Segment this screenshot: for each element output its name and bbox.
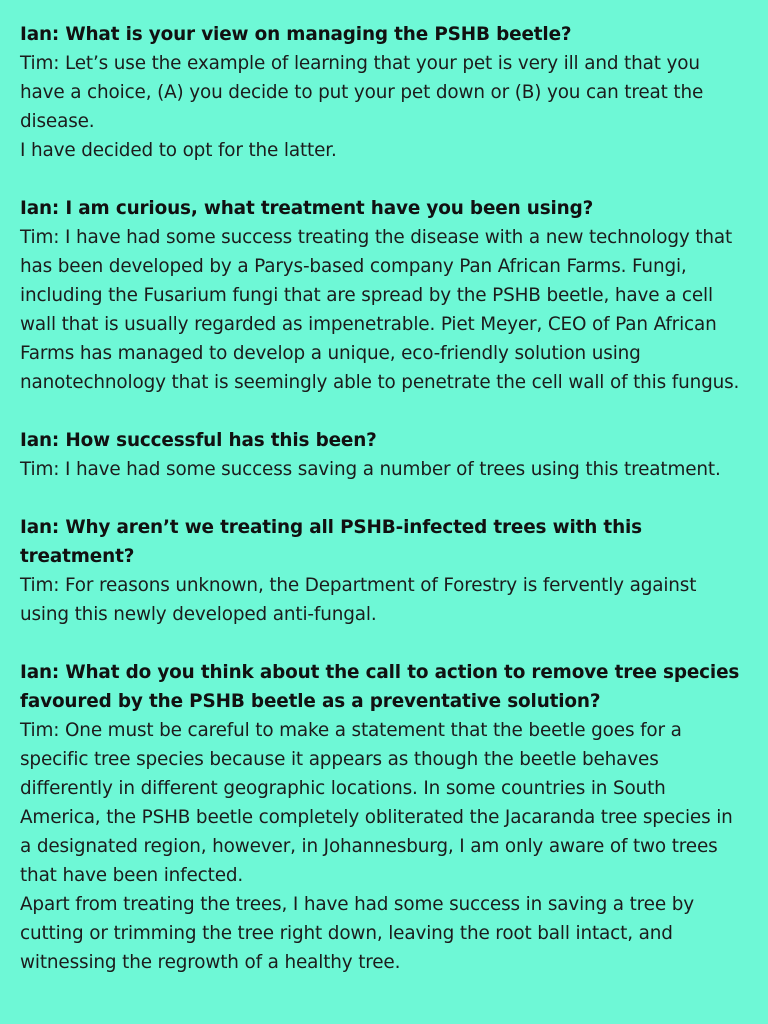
question-heading: Ian: What is your view on managing the PSHB beetle? [20, 24, 572, 45]
answer-paragraph: Tim: Let’s use the example of learning that your pet is very ill and that you have a choice, (A) you decide to put your pet down or (B) you can treat the disease. [20, 53, 704, 132]
question-heading: Ian: What do you think about the call to action to remove tree species favoured by the PSHB beetle as a preventative solution? [20, 662, 740, 712]
answer-paragraph: Tim: For reasons unknown, the Department of Forestry is fervently against using this newly developed anti-fungal. [20, 575, 697, 625]
question-heading: Ian: I am curious, what treatment have you been using? [20, 198, 594, 219]
qa-block-success [20, 426, 748, 484]
question-heading: Ian: Why aren’t we treating all PSHB-infected trees with this treatment? [20, 517, 642, 567]
answer-paragraph: Apart from treating the trees, I have had some success in saving a tree by cutting or trimming the tree right down, leaving the root ball intact, and witnessing the regrowth of a healthy tree. [20, 894, 694, 973]
answer-paragraph: I have decided to opt for the latter. [20, 140, 337, 161]
qa-block-managing-beetle [20, 20, 748, 165]
answer-paragraph: Tim: I have had some success treating the disease with a new technology that has been developed by a Parys-based company Pan African Farms. Fungi, including the Fusarium fungi that are spread by the PSHB beetle, have a cell wall that is usually regarded as impenetrable. Piet Meyer, CEO of Pan African Farms has managed to develop a unique, eco-friendly solution using nanotechnology that is seemingly able to penetrate the cell wall of this fungus. [20, 227, 740, 393]
question-heading: Ian: How successful has this been? [20, 430, 377, 451]
answer-paragraph: Tim: I have had some success saving a number of trees using this treatment. [20, 459, 721, 480]
qa-block-why-not-all [20, 513, 748, 629]
qa-block-treatment [20, 194, 748, 397]
qa-block-preventative-removal [20, 658, 748, 977]
answer-paragraph: Tim: One must be careful to make a statement that the beetle goes for a specific tree species because it appears as though the beetle behaves differently in different geographic locations. In some countries in South America, the PSHB beetle completely obliterated the Jacaranda tree species in a designated region, however, in Johannesburg, I am only aware of two trees that have been infected. [20, 720, 733, 886]
